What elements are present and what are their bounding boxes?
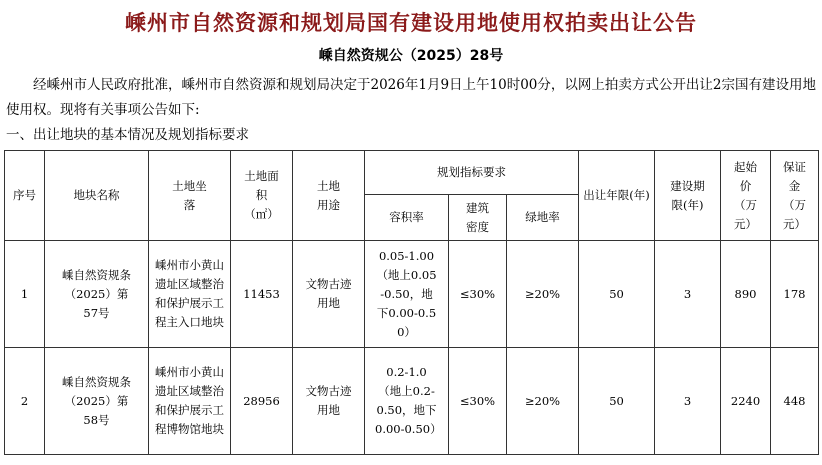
cell-parcel-name: 嵊自然资规条（2025）第58号 [45,348,149,455]
cell-construction-period: 3 [655,241,721,348]
header-seq: 序号 [5,151,45,241]
header-use: 土地用途 [293,151,365,241]
cell-green-ratio: ≥20% [507,348,579,455]
parcel-table [4,150,819,455]
header-area: 土地面积（㎡） [231,151,293,241]
header-planning-group: 规划指标要求 [365,151,579,195]
cell-seq: 2 [5,348,45,455]
cell-starting-price: 890 [721,241,771,348]
header-plot-ratio: 容积率 [365,195,449,241]
cell-building-density: ≤30% [449,241,507,348]
notice-title: 嵊州市自然资源和规划局国有建设用地使用权拍卖出让公告 [125,11,697,35]
header-building-density: 建筑密度 [449,195,507,241]
header-deposit: 保证金（万元） [771,151,819,241]
header-location: 土地坐落 [149,151,231,241]
header-parcel-name: 地块名称 [45,151,149,241]
cell-seq: 1 [5,241,45,348]
cell-use: 文物古迹用地 [293,241,365,348]
cell-area: 28956 [231,348,293,455]
cell-deposit: 178 [771,241,819,348]
header-term: 出让年限(年) [579,151,655,241]
section-heading: 一、出让地块的基本情况及规划指标要求 [6,127,249,143]
cell-deposit: 448 [771,348,819,455]
header-green-ratio: 绿地率 [507,195,579,241]
intro-paragraph: 经嵊州市人民政府批准，嵊州市自然资源和规划局决定于2026年1月9日上午10时00分，以网上拍卖方式公开出让2宗国有建设用地使用权。现将有关事项公告如下: [6,77,816,118]
cell-building-density: ≤30% [449,348,507,455]
cell-use: 文物古迹用地 [293,348,365,455]
cell-term: 50 [579,241,655,348]
cell-starting-price: 2240 [721,348,771,455]
cell-parcel-name: 嵊自然资规条（2025）第57号 [45,241,149,348]
header-construction-period: 建设期限(年) [655,151,721,241]
table-row [5,348,819,455]
document-number: 嵊自然资规公（2025）28号 [318,48,504,64]
cell-area: 11453 [231,241,293,348]
table-row [5,241,819,348]
cell-location: 嵊州市小黄山遗址区域整治和保护展示工程博物馆地块 [149,348,231,455]
cell-plot-ratio: 0.2-1.0（地上0.2-0.50，地下0.00-0.50） [365,348,449,455]
cell-green-ratio: ≥20% [507,241,579,348]
cell-plot-ratio: 0.05-1.00（地上0.05-0.50，地下0.00-0.50） [365,241,449,348]
cell-term: 50 [579,348,655,455]
cell-location: 嵊州市小黄山遗址区域整治和保护展示工程主入口地块 [149,241,231,348]
header-starting-price: 起始价（万元） [721,151,771,241]
cell-construction-period: 3 [655,348,721,455]
